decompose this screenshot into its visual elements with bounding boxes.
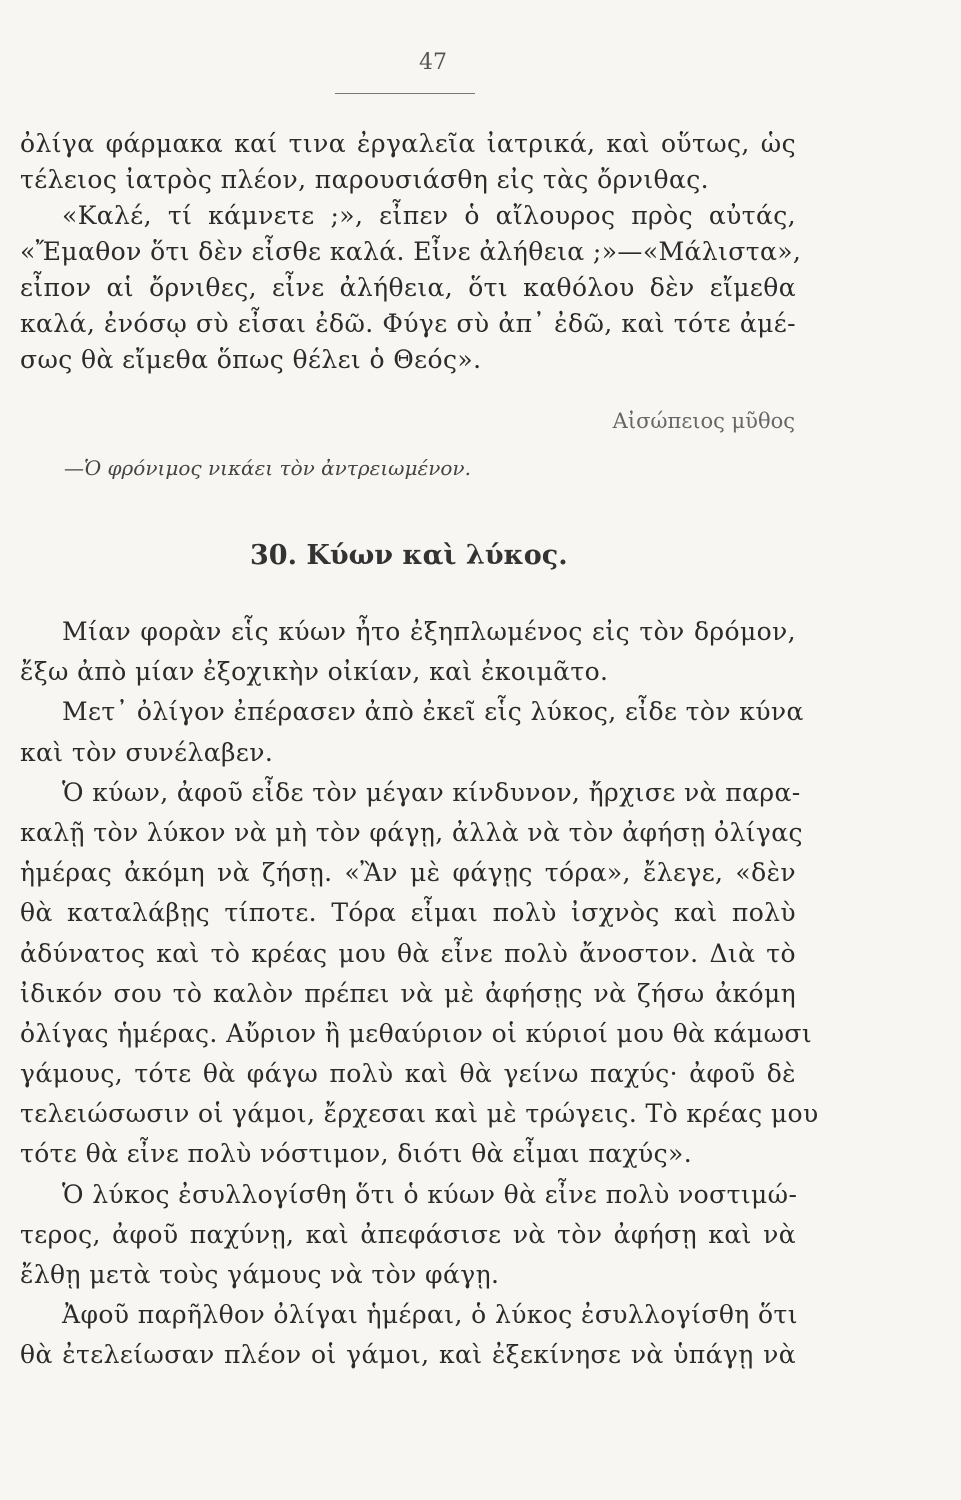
text-line: ἰδικόν σου τὸ καλὸν πρέπει νὰ μὲ ἀφήσῃς νὰ ζήσω ἀκόμη [20, 978, 796, 1008]
fable-body-text [20, 612, 819, 1376]
page-number-rule [335, 93, 475, 94]
fable-attribution: Αἰσώπειος μῦθος [612, 409, 795, 433]
text-line: θὰ καταλάβῃς τίποτε. Τόρα εἶμαι πολὺ ἰσχνὸς καὶ πολὺ [20, 898, 796, 928]
text-line: «Καλέ, τί κάμνετε ;», εἶπεν ὁ αἴλουρος πρὸς αὐτάς, [62, 201, 796, 230]
text-line: Μετ᾽ ὀλίγον ἐπέρασεν ἀπὸ ἐκεῖ εἷς λύκος, εἶδε τὸν κύνα [62, 697, 804, 727]
fable-ending-text [20, 126, 802, 378]
page-number: 47 [419, 50, 447, 75]
text-line: σως θὰ εἴμεθα ὅπως θέλει ὁ Θεός». [20, 345, 482, 374]
text-line: γάμους, τότε θὰ φάγω πολὺ καὶ θὰ γείνω παχύς· ἀφοῦ δὲ [20, 1059, 796, 1089]
text-line: θὰ ἐτελείωσαν πλέον οἱ γάμοι, καὶ ἐξεκίνησε νὰ ὑπάγῃ νὰ [20, 1340, 796, 1370]
fable-moral: —Ὁ φρόνιμος νικάει τὸν ἀντρειωμένον. [64, 456, 471, 480]
text-line: καλά, ἐνόσῳ σὺ εἶσαι ἐδῶ. Φύγε σὺ ἀπ᾽ ἐδῶ, καὶ τότε ἀμέ- [20, 309, 796, 338]
section-heading: 30. Κύων καὶ λύκος. [250, 540, 568, 571]
text-line: ὀλίγα φάρμακα καί τινα ἐργαλεῖα ἰατρικά, καὶ οὕτως, ὡς [20, 129, 796, 158]
text-line: τότε θὰ εἶνε πολὺ νόστιμον, διότι θὰ εἶμαι παχύς». [20, 1139, 693, 1169]
text-line: Ἀφοῦ παρῆλθον ὀλίγαι ἡμέραι, ὁ λύκος ἐσυλλογίσθη ὅτι [62, 1300, 798, 1330]
text-line: ἔλθῃ μετὰ τοὺς γάμους νὰ τὸν φάγῃ. [20, 1260, 500, 1289]
text-line: Ὁ κύων, ἀφοῦ εἶδε τὸν μέγαν κίνδυνον, ἤρχισε νὰ παρα- [62, 777, 801, 807]
text-line: «Ἔμαθον ὅτι δὲν εἶσθε καλά. Εἶνε ἀλήθεια ;»—«Μάλιστα», [20, 237, 802, 266]
text-line: εἶπον αἱ ὄρνιθες, εἶνε ἀλήθεια, ὅτι καθόλου δὲν εἴμεθα [20, 273, 796, 302]
text-line: τερος, ἀφοῦ παχύνῃ, καὶ ἀπεφάσισε νὰ τὸν ἀφήσῃ καὶ νὰ [20, 1219, 796, 1249]
text-line: ἡμέρας ἀκόμη νὰ ζήσῃ. «Ἂν μὲ φάγῃς τόρα», ἔλεγε, «δὲν [20, 858, 796, 888]
text-line: ἔξω ἀπὸ μίαν ἐξοχικὴν οἰκίαν, καὶ ἐκοιμᾶτο. [20, 657, 609, 687]
text-line: τέλειος ἰατρὸς πλέον, παρουσιάσθη εἰς τὰς ὄρνιθας. [20, 165, 710, 194]
text-line: Ὁ λύκος ἐσυλλογίσθη ὅτι ὁ κύων θὰ εἶνε πολὺ νοστιμώ- [62, 1179, 798, 1209]
text-line: καλῇ τὸν λύκον νὰ μὴ τὸν φάγῃ, ἀλλὰ νὰ τὸν ἀφήσῃ ὀλίγας [20, 817, 803, 847]
text-line: τελειώσωσιν οἱ γάμοι, ἔρχεσαι καὶ μὲ τρώγεις. Τὸ κρέας μου [20, 1099, 819, 1129]
text-line: Μίαν φορὰν εἷς κύων ἦτο ἐξηπλωμένος εἰς τὸν δρόμον, [62, 617, 796, 646]
text-line: καὶ τὸν συνέλαβεν. [20, 737, 274, 767]
text-line: ὀλίγας ἡμέρας. Αὔριον ἢ μεθαύριον οἱ κύριοί μου θὰ κάμωσι [20, 1018, 813, 1048]
text-line: ἀδύνατος καὶ τὸ κρέας μου θὰ εἶνε πολὺ ἄνοστον. Διὰ τὸ [20, 938, 796, 968]
